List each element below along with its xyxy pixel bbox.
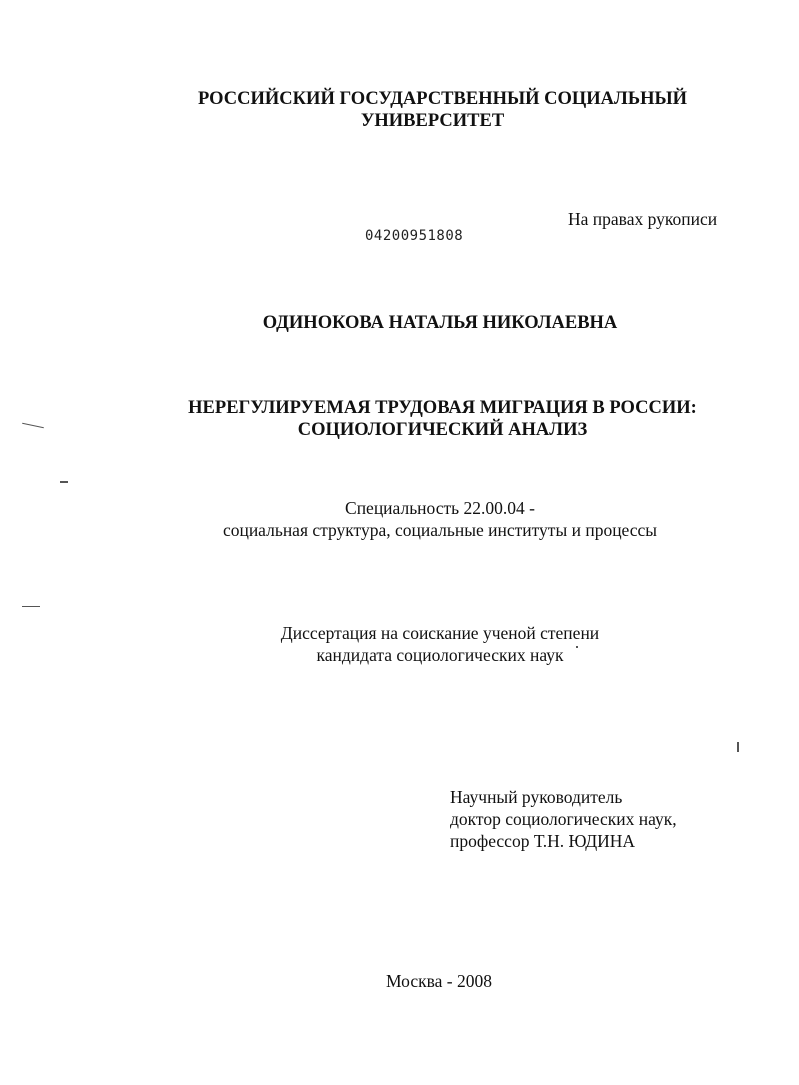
rights-note: На правах рукописи [568, 209, 718, 229]
scan-mark [576, 646, 578, 648]
title-line-1: НЕРЕГУЛИРУЕМАЯ ТРУДОВАЯ МИГРАЦИЯ В РОССИИ: [188, 398, 697, 418]
scan-mark [737, 742, 739, 752]
specialty-line-2: социальная структура, социальные институты и процессы [222, 520, 658, 540]
stamp-number: 04200951808 [365, 228, 464, 244]
supervisor [450, 786, 677, 852]
university-name [0, 88, 799, 132]
title-line-2: СОЦИОЛОГИЧЕСКИЙ АНАЛИЗ [297, 420, 588, 440]
supervisor-line-3: профессор Т.Н. ЮДИНА [450, 831, 636, 851]
place-year: Москва - 2008 [386, 971, 492, 991]
specialty-line-1: Специальность 22.00.04 - [345, 498, 535, 518]
dissertation-title [0, 397, 799, 441]
supervisor-line-1: Научный руководитель [450, 787, 623, 807]
dissertation-degree [0, 622, 799, 666]
scan-mark [60, 481, 68, 483]
supervisor-line-2: доктор социологических наук, [450, 809, 677, 829]
university-line-1: РОССИЙСКИЙ ГОСУДАРСТВЕННЫЙ СОЦИАЛЬНЫЙ [197, 89, 688, 109]
degree-line-1: Диссертация на соискание ученой степени [280, 623, 600, 643]
university-line-2: УНИВЕРСИТЕТ [360, 111, 505, 131]
author-name: ОДИНОКОВА НАТАЛЬЯ НИКОЛАЕВНА [262, 313, 618, 333]
scan-mark [22, 606, 40, 607]
specialty [0, 497, 799, 541]
degree-line-2: кандидата социологических наук [316, 645, 564, 665]
